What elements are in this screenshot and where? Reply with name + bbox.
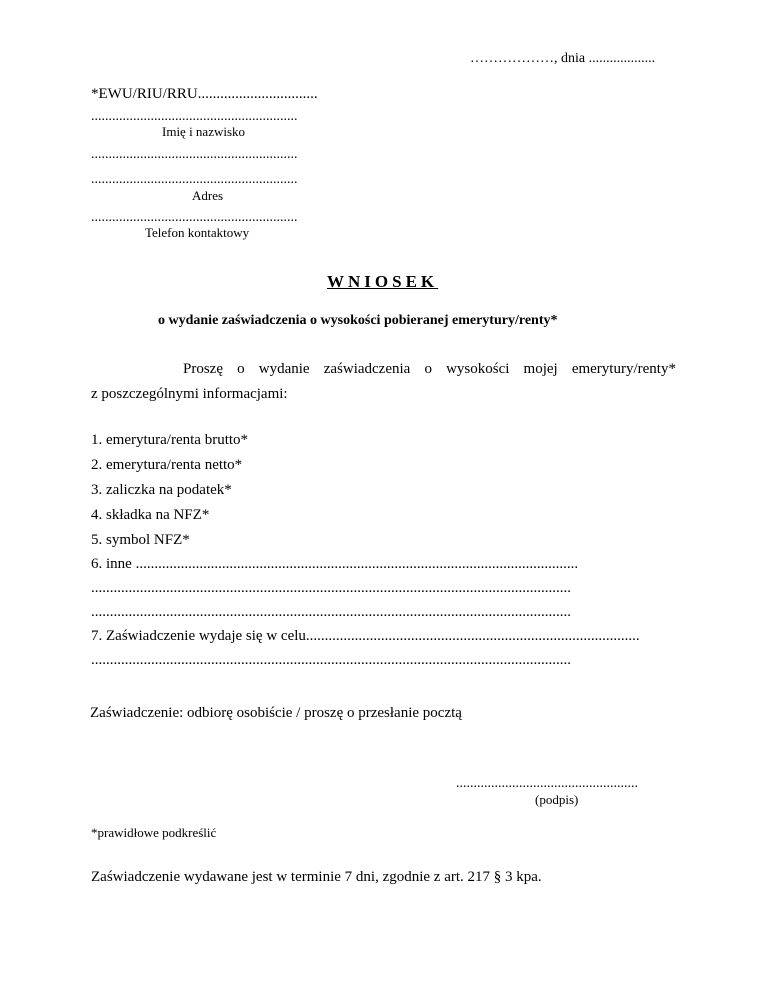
list-item: 5. symbol NFZ* — [91, 532, 190, 548]
signature-dotted-line: .................................................... — [456, 776, 638, 791]
name-dotted-line: ........................................................... — [91, 109, 298, 124]
place-date-line: ………………, dnia ................... — [470, 51, 656, 66]
request-line-2: z poszczególnymi informacjami: — [91, 386, 288, 402]
phone-dotted-line: ........................................................... — [91, 210, 298, 225]
list-item: 6. inne ...................................................................................................................... — [91, 556, 579, 572]
word: o — [424, 361, 432, 377]
document-title: WNIOSEK — [327, 272, 439, 291]
footnote: *prawidłowe podkreślić — [91, 825, 217, 840]
word: emerytury/renty* — [571, 361, 676, 377]
notice-text: Zaświadczenie wydawane jest w terminie 7 dni, zgodnie z art. 217 § 3 kpa. — [91, 869, 542, 885]
address-dotted-line-2: ........................................................... — [91, 172, 298, 187]
address-label: Adres — [192, 188, 224, 203]
address-dotted-line-1: ........................................................... — [91, 147, 298, 162]
request-line-1 — [91, 362, 676, 377]
word: wydanie — [258, 361, 310, 377]
document-subtitle: o wydanie zaświadczenia o wysokości pobieranej emerytury/renty* — [158, 313, 558, 328]
dotted-line: ................................................................................................................................ — [91, 652, 571, 668]
word: wysokości — [446, 361, 510, 377]
phone-label: Telefon kontaktowy — [145, 225, 250, 240]
signature-label: (podpis) — [535, 792, 579, 807]
word: mojej — [523, 361, 558, 377]
list-item: 1. emerytura/renta brutto* — [91, 432, 249, 448]
word: zaświadczenia — [323, 361, 411, 377]
name-label: Imię i nazwisko — [162, 124, 246, 139]
dotted-line: ................................................................................................................................ — [91, 580, 571, 596]
request-paragraph — [91, 362, 676, 402]
word: o — [237, 361, 245, 377]
dotted-line: ................................................................................................................................ — [91, 604, 571, 620]
list-item: 7. Zaświadczenie wydaje się w celu......................................................................................... — [91, 628, 640, 644]
list-item: 3. zaliczka na podatek* — [91, 482, 232, 498]
list-item: 4. składka na NFZ* — [91, 507, 210, 523]
word: Proszę — [183, 361, 223, 377]
list-item: 2. emerytura/renta netto* — [91, 457, 243, 473]
delivery-option: Zaświadczenie: odbiorę osobiście / proszę o przesłanie pocztą — [90, 705, 462, 721]
institution-line: *EWU/RIU/RRU................................ — [91, 86, 318, 102]
